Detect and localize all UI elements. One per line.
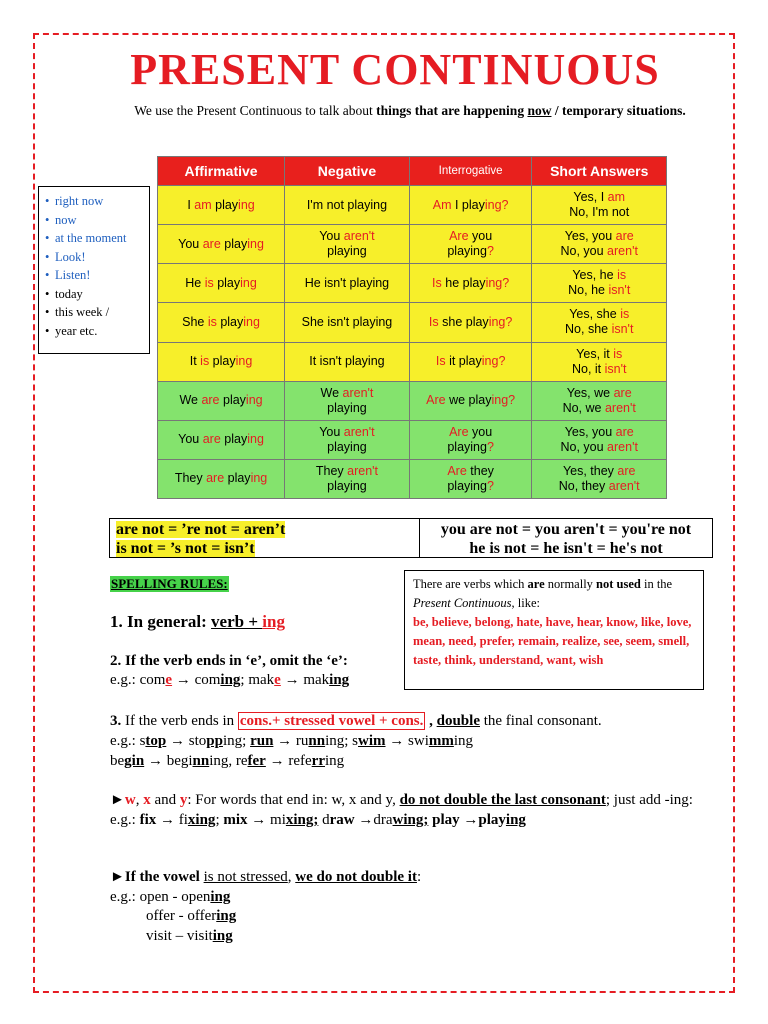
eg-text: be xyxy=(110,753,125,769)
time-expression-item: • this week / xyxy=(45,303,145,322)
ing-ending: ing xyxy=(243,314,260,329)
cell-part: No, he xyxy=(568,283,609,298)
eg-text: → ru xyxy=(273,733,309,749)
rule-2-num: 2. xyxy=(110,653,122,669)
eg-mark: mm xyxy=(428,733,454,749)
ing-ending: ing xyxy=(247,236,264,251)
interrogative-cell xyxy=(409,381,532,420)
eg-mark: ing xyxy=(216,908,237,924)
negative-cell xyxy=(285,420,410,459)
affirmative-cell xyxy=(158,342,285,381)
eg-text: → fi xyxy=(156,812,188,828)
question-mark: ? xyxy=(501,197,509,212)
header-negative: Negative xyxy=(285,157,410,186)
short-answer-cell xyxy=(532,420,667,459)
eg-mark: →play xyxy=(463,812,506,828)
eg-mark: play xyxy=(428,812,464,828)
rule-3-comma: , xyxy=(425,713,437,729)
eg-text: offer - offer xyxy=(146,908,217,924)
cell-part: No, you xyxy=(560,244,608,259)
interrogative-cell xyxy=(409,420,532,459)
cell-part: play xyxy=(219,393,246,408)
table-row xyxy=(158,381,667,420)
spelling-rules-title: SPELLING RULES: xyxy=(111,576,228,591)
rule-4-emphasis: do not double the last consonant xyxy=(399,792,606,808)
cell-part: Yes, we xyxy=(566,385,614,400)
contractions-right xyxy=(420,519,712,557)
contraction-he: he is not = he isn't = he's not xyxy=(469,540,663,557)
auxiliary: is xyxy=(613,346,623,361)
ing-ending: ing xyxy=(488,314,506,329)
auxiliary: is xyxy=(200,354,210,369)
interrogative-cell xyxy=(409,459,532,498)
auxiliary: isn't xyxy=(611,322,634,337)
rule-5-example-open xyxy=(110,888,730,908)
auxiliary: Are xyxy=(447,463,467,478)
auxiliary: aren't xyxy=(342,385,374,400)
cell-part: You xyxy=(178,432,203,447)
rule-4-sep: , xyxy=(135,792,144,808)
rule-5-text xyxy=(110,868,730,888)
eg-text: → swi xyxy=(385,733,429,749)
eg-mark: e xyxy=(274,672,281,688)
negative-cell xyxy=(285,303,410,342)
cell-part: it play xyxy=(445,354,482,369)
rule-4-desc: : For words that end in: w, x and y, xyxy=(187,792,400,808)
auxiliary: is xyxy=(620,307,630,322)
eg-mark: run xyxy=(250,733,274,749)
cell-part: I play xyxy=(451,197,485,212)
short-answer-cell xyxy=(532,342,667,381)
auxiliary: isn't xyxy=(608,283,631,298)
auxiliary: Are xyxy=(426,393,446,408)
auxiliary: are xyxy=(613,385,632,400)
conjugation-table xyxy=(157,156,667,499)
cell-part: You xyxy=(319,424,344,439)
short-answer-cell xyxy=(532,186,667,225)
rule-5 xyxy=(110,868,730,946)
cell-part: play xyxy=(220,236,248,251)
table-row xyxy=(158,342,667,381)
cell-part: playing xyxy=(447,244,487,259)
ing-ending: ing xyxy=(238,197,255,212)
eg-text: e.g.: xyxy=(110,812,140,828)
contractions-left xyxy=(110,519,420,557)
rule-5-lead: If the vowel xyxy=(124,869,200,885)
short-answer-cell xyxy=(532,303,667,342)
cell-part: Yes, I xyxy=(573,190,608,205)
interrogative-cell xyxy=(409,186,532,225)
time-expression-item: • Look! xyxy=(45,248,145,267)
ing-ending: ing xyxy=(491,393,509,408)
contraction-are-not: are not = ’re not = aren’t xyxy=(116,521,286,538)
rule-1 xyxy=(110,612,285,632)
pointer-icon: ► xyxy=(110,792,125,808)
stative-intro: in the xyxy=(640,577,673,591)
contraction-is-not: is not = ’s not = isn’t xyxy=(116,540,255,557)
auxiliary: isn't xyxy=(604,361,627,376)
eg-text: ing xyxy=(453,733,474,749)
intro-text xyxy=(110,102,710,120)
rule-3-desc: If the verb ends in xyxy=(121,713,238,729)
auxiliary: Am xyxy=(432,197,452,212)
negative-cell xyxy=(285,225,410,264)
cell-part: No, I'm not xyxy=(569,205,630,220)
rule-1-verb: verb + xyxy=(211,612,263,631)
time-expression-item: • year etc. xyxy=(45,322,145,341)
rule-2 xyxy=(110,652,349,690)
rule-3-example-2 xyxy=(110,751,730,771)
cell-part: Yes, she xyxy=(569,307,621,322)
eg-text: visit – visit xyxy=(146,927,213,944)
time-expression-item: • at the moment xyxy=(45,229,145,248)
cell-part: Yes, it xyxy=(576,346,614,361)
table-row xyxy=(158,303,667,342)
question-mark: ? xyxy=(486,244,494,259)
cell-part: play xyxy=(209,354,236,369)
cell-part: playing xyxy=(447,439,487,454)
eg-text: → mak xyxy=(280,672,330,688)
rule-2-example xyxy=(110,671,349,690)
auxiliary: Are xyxy=(449,229,469,244)
intro-bold-end: / temporary situations. xyxy=(551,103,686,118)
short-answer-cell xyxy=(532,459,667,498)
rule-3-num: 3. xyxy=(110,713,122,729)
negative-cell xyxy=(285,381,410,420)
auxiliary: are xyxy=(615,229,634,244)
interrogative-cell xyxy=(409,303,532,342)
cell-part: No, you xyxy=(560,439,608,454)
cell-part: You xyxy=(319,229,344,244)
stative-tense-name: Present Continuous xyxy=(413,596,512,610)
cell-part: playing xyxy=(327,400,367,415)
eg-mark: mix xyxy=(223,812,248,828)
cell-part: They xyxy=(174,471,207,486)
rule-4 xyxy=(110,790,730,830)
eg-mark: raw xyxy=(329,812,355,828)
eg-mark: nn xyxy=(192,753,210,769)
rule-4-and: and xyxy=(150,792,180,808)
cell-part: they xyxy=(466,463,494,478)
table-row xyxy=(158,459,667,498)
auxiliary: are xyxy=(615,424,634,439)
eg-text: →dra xyxy=(354,812,393,828)
cell-part: Yes, he xyxy=(572,268,618,283)
cell-part: playing xyxy=(447,478,487,493)
eg-mark: ing xyxy=(212,927,233,944)
eg-text: d xyxy=(318,812,330,828)
auxiliary: is xyxy=(617,268,627,283)
cell-part: He xyxy=(185,275,205,290)
eg-text: → mi xyxy=(247,812,286,828)
eg-text: ; mak xyxy=(240,672,275,688)
cell-part: I'm not playing xyxy=(306,197,388,212)
cell-part: play xyxy=(220,432,248,447)
eg-mark: top xyxy=(145,733,167,749)
cell-part: playing xyxy=(327,439,367,454)
rule-5-emphasis: we do not double it xyxy=(295,869,417,885)
cell-part: They xyxy=(315,463,348,478)
auxiliary: aren't xyxy=(343,424,375,439)
eg-text: ; xyxy=(215,812,224,828)
cell-part: No, she xyxy=(565,322,612,337)
cell-part: No, they xyxy=(558,478,609,493)
eg-mark: gin xyxy=(124,753,145,769)
eg-text: → begi xyxy=(144,753,193,769)
affirmative-cell xyxy=(158,225,285,264)
eg-text: ing, re xyxy=(209,753,248,769)
auxiliary: are xyxy=(202,432,221,447)
eg-text: → refe xyxy=(265,753,312,769)
eg-mark: pp xyxy=(206,733,223,749)
cell-part: playing xyxy=(327,478,367,493)
stative-are: are xyxy=(527,577,545,591)
auxiliary: is xyxy=(204,275,214,290)
eg-text: e.g.: com xyxy=(110,672,166,688)
ing-ending: ing xyxy=(235,354,253,369)
cell-part: Yes, they xyxy=(562,463,618,478)
cell-part: She isn't playing xyxy=(301,314,393,329)
auxiliary: are xyxy=(206,471,225,486)
intro-pre: We use the Present Continuous to talk about xyxy=(134,103,377,118)
rule-3-example-1 xyxy=(110,731,730,751)
stative-verbs-list: be, believe, belong, hate, have, hear, know, like, love, mean, need, prefer, remain, realize, see, seem, smell, taste, think, understand, want, wish xyxy=(413,615,692,667)
question-mark: ? xyxy=(486,439,494,454)
cell-part: playing xyxy=(327,244,367,259)
cell-part: play xyxy=(211,197,239,212)
cell-part: you xyxy=(468,424,493,439)
auxiliary: is xyxy=(207,314,217,329)
auxiliary: Is xyxy=(428,314,439,329)
table-header-row xyxy=(158,157,667,186)
rule-5-not-stressed: is not stressed xyxy=(203,869,288,885)
affirmative-cell xyxy=(158,303,285,342)
eg-text: ing; s xyxy=(325,733,359,749)
rule-5-example-offer xyxy=(110,907,730,927)
negative-cell xyxy=(285,342,410,381)
eg-mark: e xyxy=(165,672,173,688)
affirmative-cell xyxy=(158,264,285,303)
eg-text: e.g.: s xyxy=(110,733,146,749)
auxiliary: are xyxy=(201,393,220,408)
stative-intro: , like: xyxy=(511,596,540,610)
time-expression-item: • now xyxy=(45,211,145,230)
question-mark: ? xyxy=(505,314,513,329)
time-expression-item: • today xyxy=(45,285,145,304)
ing-ending: ing xyxy=(240,275,257,290)
interrogative-cell xyxy=(409,225,532,264)
eg-mark: ing xyxy=(329,672,350,688)
eg-mark: wim xyxy=(358,733,386,749)
eg-text: ing xyxy=(324,753,345,769)
cell-part: he play xyxy=(441,275,486,290)
intro-bold: things that are happening xyxy=(376,103,528,118)
cell-part: you xyxy=(468,229,493,244)
eg-text: → com xyxy=(172,672,221,688)
table-row xyxy=(158,186,667,225)
question-mark: ? xyxy=(498,354,506,369)
affirmative-cell xyxy=(158,459,285,498)
short-answer-cell xyxy=(532,225,667,264)
eg-mark: ing xyxy=(210,888,231,905)
stative-verbs-box xyxy=(404,570,704,690)
auxiliary: aren't xyxy=(607,439,638,454)
eg-text: e.g.: open - open xyxy=(110,888,211,905)
cell-part: play xyxy=(216,314,244,329)
stative-not-used: not used xyxy=(596,577,641,591)
affirmative-cell xyxy=(158,381,285,420)
eg-mark: nn xyxy=(308,733,326,749)
time-expression-item: • Listen! xyxy=(45,266,145,285)
eg-text: ing; xyxy=(222,733,251,749)
interrogative-cell xyxy=(409,264,532,303)
time-expressions-list xyxy=(45,192,145,340)
letter-w: w xyxy=(124,792,136,808)
eg-mark: xing xyxy=(187,812,216,828)
rule-3-pattern: cons.+ stressed vowel + cons. xyxy=(239,713,424,729)
interrogative-cell xyxy=(409,342,532,381)
eg-mark: fix xyxy=(139,812,157,828)
negative-cell xyxy=(285,186,410,225)
intro-now: now xyxy=(527,103,552,118)
affirmative-cell xyxy=(158,420,285,459)
cell-part: I xyxy=(187,197,195,212)
rule-3-double: double xyxy=(436,713,480,729)
auxiliary: am xyxy=(607,190,626,205)
cell-part: He isn't playing xyxy=(304,275,390,290)
rule-3-rest: the final consonant. xyxy=(479,713,602,729)
short-answer-cell xyxy=(532,264,667,303)
auxiliary: aren't xyxy=(608,478,640,493)
auxiliary: Is xyxy=(435,354,446,369)
rule-5-colon: : xyxy=(416,869,422,885)
eg-mark: wing; xyxy=(392,812,429,828)
table-row xyxy=(158,420,667,459)
rule-4-rest: ; just add -ing: xyxy=(605,792,693,808)
eg-mark: xing; xyxy=(285,812,319,828)
cell-part: we play xyxy=(445,393,492,408)
header-short-answers: Short Answers xyxy=(532,157,667,186)
question-mark: ? xyxy=(508,393,516,408)
table-row xyxy=(158,225,667,264)
eg-mark: ing xyxy=(505,812,526,828)
rule-5-comma: , xyxy=(287,869,296,885)
ing-ending: ing xyxy=(484,197,502,212)
auxiliary: Are xyxy=(449,424,469,439)
table-row xyxy=(158,264,667,303)
auxiliary: aren't xyxy=(347,463,379,478)
eg-mark: fer xyxy=(247,753,266,769)
auxiliary: aren't xyxy=(607,244,638,259)
stative-intro: There are verbs which xyxy=(413,577,528,591)
rule-1-lead: 1. In general: xyxy=(110,612,212,631)
affirmative-cell xyxy=(158,186,285,225)
auxiliary: are xyxy=(617,463,636,478)
ing-ending: ing xyxy=(250,471,268,486)
cell-part: We xyxy=(179,393,202,408)
rule-2-text xyxy=(110,652,349,671)
question-mark: ? xyxy=(486,478,494,493)
contraction-you: you are not = you aren't = you're not xyxy=(440,521,692,538)
rule-1-ing: ing xyxy=(262,612,285,631)
contractions-box xyxy=(109,518,713,558)
auxiliary: aren't xyxy=(604,400,636,415)
rule-3 xyxy=(110,711,730,771)
auxiliary: are xyxy=(202,236,221,251)
rule-5-example-visit xyxy=(110,927,730,947)
cell-part: play xyxy=(224,471,251,486)
short-answer-cell xyxy=(532,381,667,420)
ing-ending: ing xyxy=(247,432,264,447)
stative-intro: normally xyxy=(544,577,597,591)
cell-part: Yes, you xyxy=(564,229,616,244)
negative-cell xyxy=(285,264,410,303)
ing-ending: ing xyxy=(485,275,503,290)
cell-part: Yes, you xyxy=(564,424,616,439)
cell-part: play xyxy=(213,275,241,290)
page-title: PRESENT CONTINUOUS xyxy=(130,45,660,94)
cell-part: It xyxy=(189,354,201,369)
cell-part: We xyxy=(320,385,343,400)
cell-part: No, it xyxy=(571,361,605,376)
letter-y: y xyxy=(179,792,188,808)
time-expressions-box xyxy=(38,186,150,354)
rule-2-desc: If the verb ends in ‘e’, omit the ‘e’: xyxy=(121,653,348,669)
header-affirmative: Affirmative xyxy=(158,157,285,186)
auxiliary: Is xyxy=(432,275,442,290)
ing-ending: ing xyxy=(481,354,499,369)
eg-mark: ing xyxy=(220,672,241,688)
eg-text: → sto xyxy=(166,733,207,749)
header-interrogative: Interrogative xyxy=(409,157,532,186)
question-mark: ? xyxy=(502,275,510,290)
rule-3-text xyxy=(110,711,730,731)
auxiliary: aren't xyxy=(343,229,375,244)
negative-cell xyxy=(285,459,410,498)
cell-part: It isn't playing xyxy=(309,354,385,369)
cell-part: No, we xyxy=(562,400,605,415)
auxiliary: am xyxy=(194,197,212,212)
cell-part: She xyxy=(182,314,208,329)
time-expression-item: • right now xyxy=(45,192,145,211)
pointer-icon: ► xyxy=(110,869,125,885)
eg-mark: rr xyxy=(311,753,325,769)
rule-4-text xyxy=(110,790,730,810)
cell-part: she play xyxy=(438,314,489,329)
cell-part: You xyxy=(178,236,203,251)
ing-ending: ing xyxy=(245,393,263,408)
letter-x: x xyxy=(143,792,151,808)
rule-4-example xyxy=(110,810,730,830)
